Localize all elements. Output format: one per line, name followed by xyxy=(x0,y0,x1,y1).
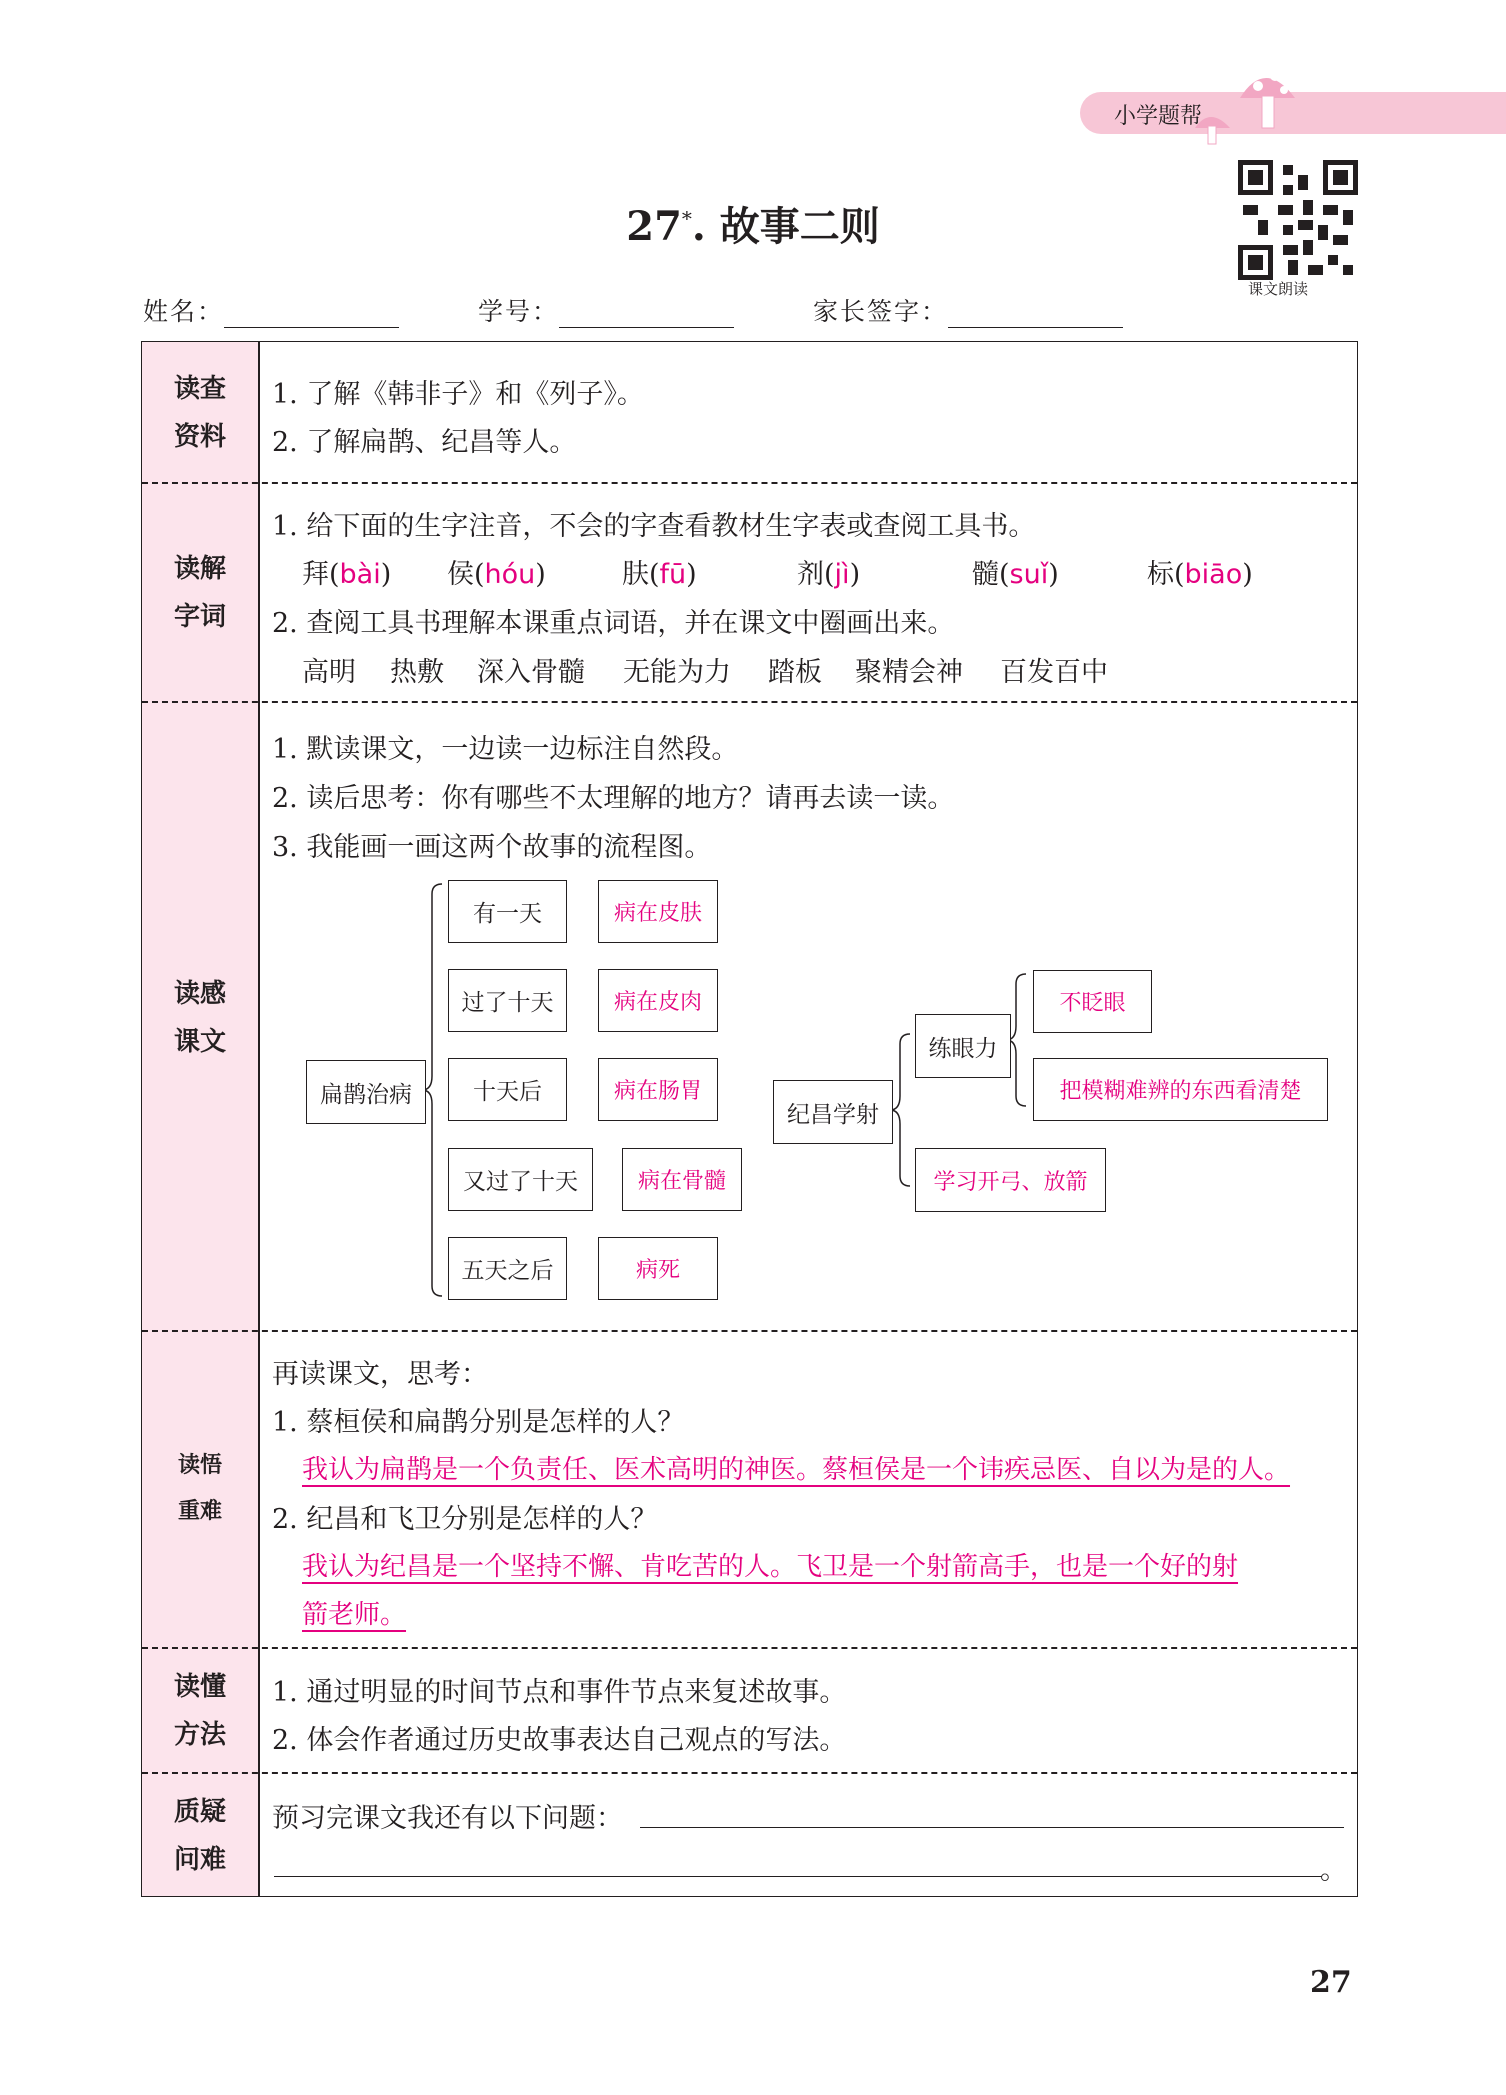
word-item: 高明 xyxy=(302,657,356,688)
story2-sub: 不眨眼 xyxy=(1033,970,1152,1033)
section-label-understanding: 读悟 重难 xyxy=(177,1452,222,1524)
story1-time: 五天之后 xyxy=(448,1237,567,1300)
understanding-answer-2-cont: 箭老师。 xyxy=(302,1600,407,1630)
pinyin-item: 剂(jì) xyxy=(797,559,861,590)
word-item: 深入骨髓 xyxy=(477,657,585,688)
brand-label: 小学题帮 xyxy=(1114,104,1203,129)
research-item-1: 1. 了解《韩非子》和《列子》。 xyxy=(272,379,644,410)
word-item: 热敷 xyxy=(390,657,444,688)
story1-answer: 病在骨髓 xyxy=(622,1148,742,1211)
row-divider xyxy=(142,701,1357,703)
row-divider xyxy=(142,1330,1357,1332)
research-item-2: 2. 了解扁鹊、纪昌等人。 xyxy=(272,427,577,458)
row-divider xyxy=(142,1647,1357,1649)
pinyin-item: 侯(hóu) xyxy=(447,559,546,590)
story1-time: 十天后 xyxy=(448,1058,567,1121)
section-label-research: 读查 资料 xyxy=(173,374,226,452)
word-item: 百发百中 xyxy=(1000,657,1108,688)
questions-prompt: 预习完课文我还有以下问题： xyxy=(272,1803,623,1834)
question-end-mark: 。 xyxy=(1320,1855,1347,1886)
story1-time: 有一天 xyxy=(448,880,567,943)
word-item: 踏板 xyxy=(768,657,822,688)
text-task-2: 2. 读后思考：你有哪些不太理解的地方？请再去读一读。 xyxy=(272,783,955,814)
pinyin-item: 标(biāo) xyxy=(1147,559,1253,590)
story1-answer: 病在肠胃 xyxy=(598,1058,718,1121)
parent-signature-field[interactable]: 家长签字： xyxy=(813,292,1123,328)
section-label-text: 读感 课文 xyxy=(173,979,226,1057)
row-divider xyxy=(142,482,1357,484)
section-label-questions: 质疑 问难 xyxy=(173,1797,226,1875)
story1-answer: 病在皮肉 xyxy=(598,969,718,1032)
understanding-answer-1: 我认为扁鹊是一个负责任、医术高明的神医。蔡桓侯是一个讳疾忌医、自以为是的人。 xyxy=(302,1455,1291,1485)
story1-answer: 病死 xyxy=(598,1237,718,1300)
question-input-line[interactable] xyxy=(640,1797,1344,1828)
student-id-field[interactable]: 学号： xyxy=(478,292,734,328)
story2-sub: 把模糊难辨的东西看清楚 xyxy=(1033,1058,1328,1121)
method-item-2: 2. 体会作者通过历史故事表达自己观点的写法。 xyxy=(272,1725,847,1756)
pinyin-item: 拜(bài) xyxy=(302,559,392,590)
mushroom-icon xyxy=(1190,58,1310,148)
word-item: 聚精会神 xyxy=(855,657,963,688)
name-field[interactable]: 姓名： xyxy=(143,292,399,328)
word-item: 无能为力 xyxy=(623,657,731,688)
page-title: 27*. 故事二则 xyxy=(626,203,880,250)
story1-time: 又过了十天 xyxy=(448,1148,593,1211)
vocab-question-2: 2. 查阅工具书理解本课重点词语，并在课文中圈画出来。 xyxy=(272,608,955,639)
page-number: 27 xyxy=(1310,1965,1352,2000)
vocab-question-1: 1. 给下面的生字注音，不会的字查看教材生字表或查阅工具书。 xyxy=(272,511,1036,542)
text-task-3: 3. 我能画一画这两个故事的流程图。 xyxy=(272,832,712,863)
section-label-vocabulary: 读解 字词 xyxy=(173,554,226,632)
qr-code-icon[interactable] xyxy=(1238,160,1358,280)
row-divider xyxy=(142,1772,1357,1774)
method-item-1: 1. 通过明显的时间节点和事件节点来复述故事。 xyxy=(272,1677,847,1708)
understanding-answer-2: 我认为纪昌是一个坚持不懈、肯吃苦的人。飞卫是一个射箭高手，也是一个好的射 xyxy=(302,1552,1239,1582)
understanding-intro: 再读课文，思考： xyxy=(272,1359,488,1390)
text-task-1: 1. 默读课文，一边读一边标注自然段。 xyxy=(272,734,739,765)
section-label-method: 读懂 方法 xyxy=(173,1672,226,1750)
story1-time: 过了十天 xyxy=(448,969,567,1032)
story2-branch: 练眼力 xyxy=(915,1014,1011,1078)
qr-caption: 课文朗读 xyxy=(1248,280,1309,298)
story2-root: 纪昌学射 xyxy=(773,1080,893,1144)
understanding-question-2: 2. 纪昌和飞卫分别是怎样的人？ xyxy=(272,1504,658,1535)
story2-other: 学习开弓、放箭 xyxy=(915,1148,1106,1212)
pinyin-item: 肤(fū) xyxy=(622,559,697,590)
pinyin-item: 髓(suǐ) xyxy=(972,559,1059,590)
story1-answer: 病在皮肤 xyxy=(598,880,718,943)
question-input-line[interactable] xyxy=(274,1846,1322,1877)
story1-root: 扁鹊治病 xyxy=(306,1060,426,1124)
column-divider xyxy=(258,342,260,1896)
understanding-question-1: 1. 蔡桓侯和扁鹊分别是怎样的人？ xyxy=(272,1407,685,1438)
